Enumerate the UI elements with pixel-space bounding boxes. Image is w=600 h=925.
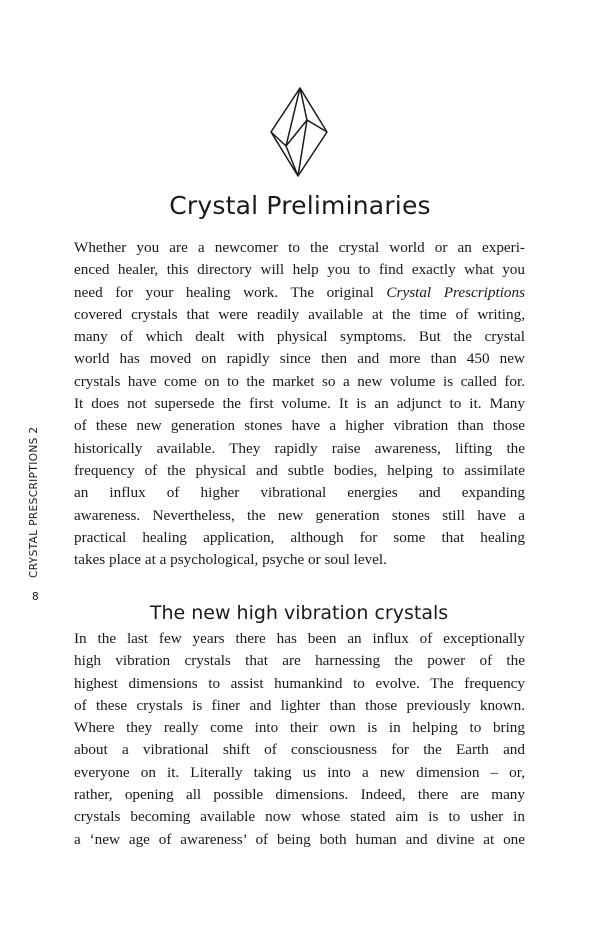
text-line: practical healing application, although for some that healing [74,528,525,546]
text-segment: need for your healing work. The original [74,283,387,301]
text-line: about a vibrational shift of consciousness for the Earth and [74,741,525,759]
text-line: highest dimensions to assist humankind to evolve. The frequency [74,674,525,692]
text-line: everyone on it. Literally taking us into a new dimension – or, [74,763,525,781]
body-paragraph [74,628,525,851]
text-line: awareness. Nevertheless, the new generation stones still have a [74,506,525,524]
text-line: world has moved on rapidly since then and more than 450 new [74,350,525,368]
text-line: high vibration crystals that are harnessing the power of the [74,652,525,670]
chapter-title: Crystal Preliminaries [169,191,431,220]
text-line: an influx of higher vibrational energies and expanding [74,484,525,502]
crystal-icon [267,86,331,178]
text-line: enced healer, this directory will help you to find exactly what you [74,261,525,279]
page-number: 8 [32,591,39,603]
text-line: of these crystals is finer and lighter than those previously known. [74,696,525,714]
running-head: CRYSTAL PRESCRIPTIONS 2 [28,426,40,578]
text-line: In the last few years there has been an influx of exceptionally [74,630,525,647]
text-line: many of which dealt with physical symptoms. But the crystal [74,328,525,346]
text-line: crystals have come on to the market so a new volume is called for. [74,372,525,390]
text-line: Whether you are a newcomer to the crystal world or an experi- [74,239,525,256]
text-line [74,282,525,304]
text-line: historically available. They rapidly raise awareness, lifting the [74,439,525,457]
text-line: It does not supersede the first volume. It is an adjunct to it. Many [74,395,525,413]
text-line: covered crystals that were readily available at the time of writing, [74,305,525,323]
text-line: rather, opening all possible dimensions. Indeed, there are many [74,786,525,804]
book-title: Crystal Prescriptions [386,283,525,301]
text-line: Where they really come into their own is in helping to bring [74,719,525,737]
section-heading: The new high vibration crystals [149,602,449,624]
text-line: frequency of the physical and subtle bodies, helping to assimilate [74,461,525,479]
text-line: crystals becoming available now whose stated aim is to usher in [74,808,525,826]
text-line: takes place at a psychological, psyche or soul level. [74,551,387,569]
text-line: a ‘new age of awareness’ of being both human and divine at one [74,830,525,848]
text-line: of these new generation stones have a higher vibration than those [74,417,525,435]
body-paragraph [74,237,525,571]
